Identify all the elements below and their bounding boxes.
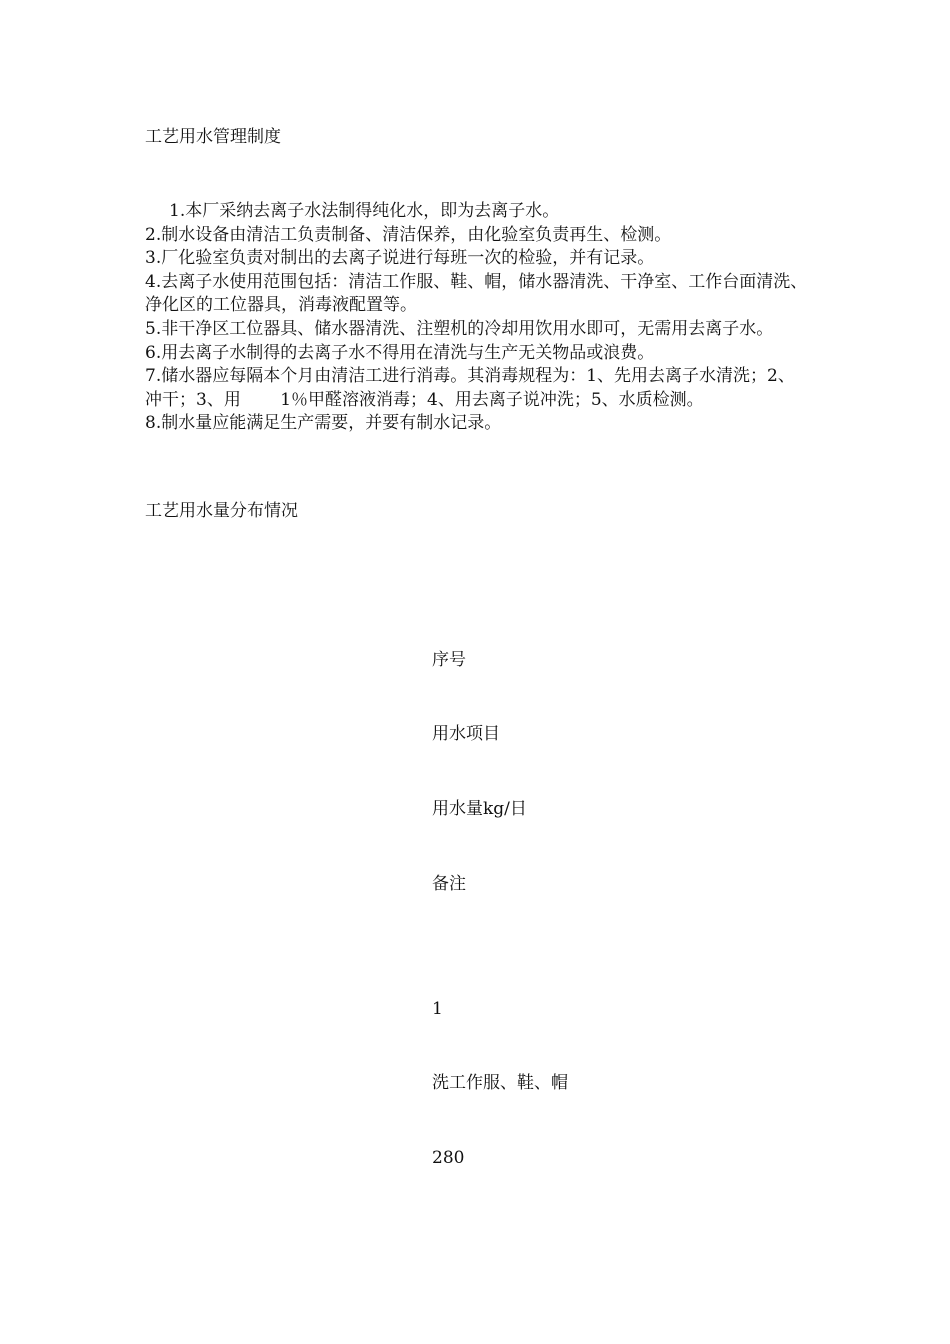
table-header-index: 序号 [432,650,466,670]
table-header-note: 备注 [432,874,466,894]
regulation-item-2: 2.制水设备由清洁工负责制备、清洁保养，由化验室负责再生、检测。 [145,224,672,245]
regulation-item-6: 6.用去离子水制得的去离子水不得用在清洗与生产无关物品或浪费。 [145,342,655,363]
table-row-1-index: 1 [432,999,443,1019]
regulation-item-8: 8.制水量应能满足生产需要，并要有制水记录。 [145,413,502,434]
regulation-item-5: 5.非干净区工位器具、储水器清洗、注塑机的冷却用饮用水即可，无需用去离子水。 [145,318,774,339]
table-row-1-item: 洗工作服、鞋、帽 [432,1073,568,1093]
section-title: 工艺用水量分布情况 [145,501,298,521]
regulation-item-3: 3.厂化验室负责对制出的去离子说进行每班一次的检验，并有记录。 [145,248,655,269]
table-header-amount: 用水量kg/日 [432,799,527,819]
document-title: 工艺用水管理制度 [145,127,281,147]
regulation-item-7: 7.储水器应每隔本个月由清洁工进行消毒。其消毒规程为：1、先用去离子水清洗；2、冲干；3、用 1％甲醛溶液消毒；4、用去离子说冲洗；5、水质检测。 [145,366,795,410]
regulation-item-4: 4.去离子水使用范围包括：清洁工作服、鞋、帽，储水器清洗、干净室、工作台面清洗、净化区的工位器具，消毒液配置等。 [145,271,808,316]
regulation-item-1: 1.本厂采纳去离子水法制得纯化水，即为去离子水。 [169,201,560,221]
table-row-1-amount: 280 [432,1148,465,1168]
table-header-item: 用水项目 [432,724,500,744]
regulation-body [145,200,810,436]
